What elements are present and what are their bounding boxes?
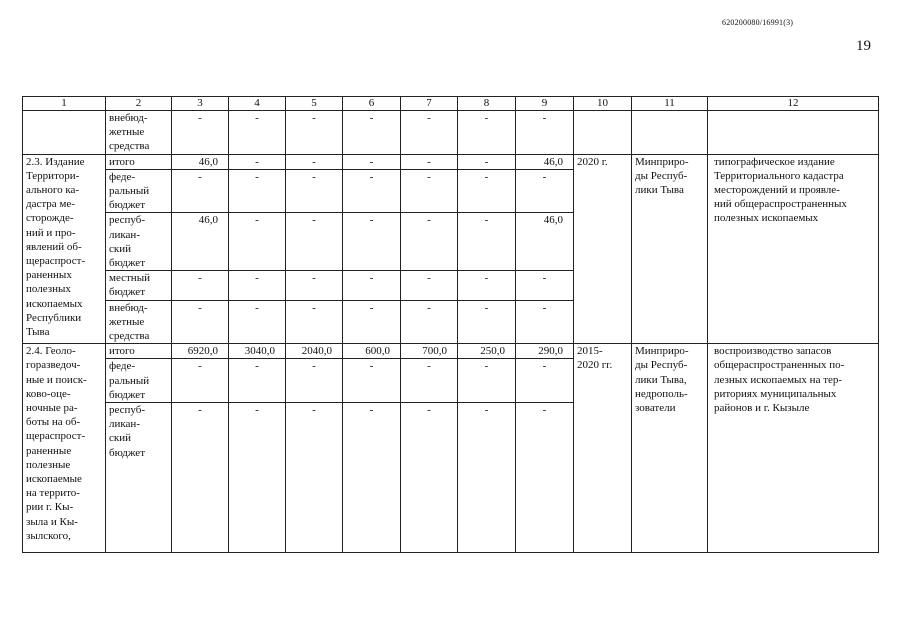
value-cell: - [458,213,516,271]
column-header: 10 [574,97,632,111]
column-header: 6 [343,97,401,111]
value-cell: 700,0 [401,344,458,359]
result-cell: типографическое издание Территориального кадастра месторождений и проявле- ний общераспространенных полезных ископаемых [708,154,879,344]
value-cell: - [458,271,516,300]
value-cell: 2040,0 [286,344,343,359]
value-cell: - [172,271,229,300]
table-row [23,344,879,359]
column-header: 5 [286,97,343,111]
executor-cell [632,111,708,155]
funding-source-cell: местный бюджет [106,271,172,300]
value-cell: - [343,359,401,403]
value-cell: - [458,169,516,213]
item-name-cell: 2.4. Геоло- горазведоч- ные и поиск- ково-оце- ночные ра- боты на об- щераспрост- раненные полезные ископаемые на террито- рии г. Кы- зыла и Кы- зылского, [23,344,106,553]
funding-source-cell: респуб- ликан- ский бюджет [106,213,172,271]
value-cell: - [401,154,458,169]
table-row [23,111,879,155]
value-cell: - [401,300,458,344]
value-cell: - [229,154,286,169]
value-cell: - [172,359,229,403]
column-header: 4 [229,97,286,111]
funding-source-cell: итого [106,154,172,169]
value-cell: - [516,111,574,155]
value-cell: - [229,271,286,300]
value-cell: - [172,111,229,155]
result-cell [708,111,879,155]
value-cell: - [401,359,458,403]
value-cell: - [458,300,516,344]
value-cell: - [229,169,286,213]
value-cell: - [458,403,516,553]
funding-source-cell: феде- ральный бюджет [106,169,172,213]
period-cell: 2015- 2020 гг. [574,344,632,553]
value-cell: 46,0 [516,213,574,271]
value-cell: 46,0 [172,154,229,169]
value-cell: 46,0 [516,154,574,169]
value-cell: - [343,111,401,155]
value-cell: - [343,300,401,344]
value-cell: - [401,271,458,300]
value-cell: - [458,154,516,169]
value-cell: - [286,169,343,213]
period-cell [574,111,632,155]
result-cell: воспроизводство запасов общераспространенных по- лезных ископаемых на тер- риториях муниципальных районов и г. Кызыле [708,344,879,553]
funding-source-cell: итого [106,344,172,359]
value-cell: - [286,300,343,344]
value-cell: - [516,300,574,344]
table-row [23,154,879,169]
value-cell: 46,0 [172,213,229,271]
value-cell: - [343,403,401,553]
value-cell: - [286,271,343,300]
value-cell: - [401,213,458,271]
funding-source-cell: внебюд- жетные средства [106,111,172,155]
value-cell: - [458,111,516,155]
budget-table [22,96,879,553]
funding-source-cell: феде- ральный бюджет [106,359,172,403]
value-cell: - [516,169,574,213]
column-header: 3 [172,97,229,111]
value-cell: - [229,300,286,344]
value-cell: - [286,213,343,271]
value-cell: - [516,403,574,553]
value-cell: 250,0 [458,344,516,359]
value-cell: - [343,213,401,271]
value-cell: - [343,271,401,300]
value-cell: - [229,403,286,553]
column-header: 8 [458,97,516,111]
period-cell: 2020 г. [574,154,632,344]
value-cell: 600,0 [343,344,401,359]
column-header: 12 [708,97,879,111]
value-cell: 3040,0 [229,344,286,359]
value-cell: - [286,111,343,155]
column-header: 9 [516,97,574,111]
value-cell: - [401,111,458,155]
value-cell: 6920,0 [172,344,229,359]
value-cell: - [286,359,343,403]
value-cell: - [401,403,458,553]
value-cell: - [286,403,343,553]
value-cell: - [229,111,286,155]
value-cell: - [172,300,229,344]
column-number-row [23,97,879,111]
item-name-cell: 2.3. Издание Территори- ального ка- дастра ме- сторожде- ний и про- явлений об- щераспрост- раненных полезных ископаемых Республики Тыва [23,154,106,344]
funding-source-cell: внебюд- жетные средства [106,300,172,344]
value-cell: - [343,154,401,169]
column-header: 2 [106,97,172,111]
executor-cell: Минприро- ды Респуб- лики Тыва, недрополь- зователи [632,344,708,553]
value-cell: - [516,359,574,403]
value-cell: - [343,169,401,213]
value-cell: - [229,359,286,403]
value-cell: - [286,154,343,169]
executor-cell: Минприро- ды Респуб- лики Тыва [632,154,708,344]
column-header: 1 [23,97,106,111]
value-cell: - [458,359,516,403]
page-number: 19 [856,38,871,54]
column-header: 7 [401,97,458,111]
item-name-cell [23,111,106,155]
value-cell: - [172,169,229,213]
document-number: 620200080/16991(3) [722,18,794,27]
column-header: 11 [632,97,708,111]
value-cell: - [172,403,229,553]
value-cell: - [516,271,574,300]
value-cell: 290,0 [516,344,574,359]
value-cell: - [229,213,286,271]
value-cell: - [401,169,458,213]
funding-source-cell: респуб- ликан- ский бюджет [106,403,172,553]
